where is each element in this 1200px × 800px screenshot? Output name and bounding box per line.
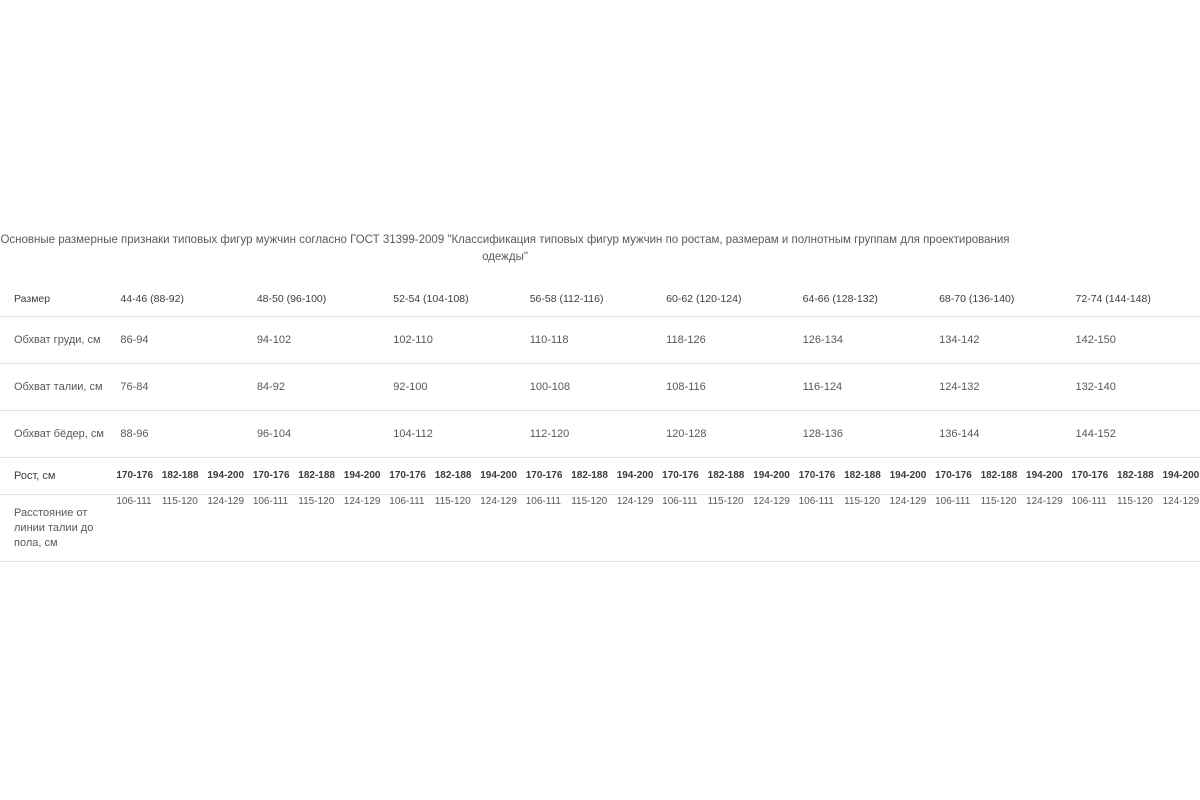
distance-group-cell	[518, 495, 654, 562]
size-table-container	[0, 282, 1200, 562]
table-caption: Основные размерные признаки типовых фигур мужчин согласно ГОСТ 31399-2009 "Классификация типовых фигур мужчин по ростам, размерам и полнотным группам для проектирования одежды"	[0, 234, 1010, 263]
distance-group-cell	[791, 495, 927, 562]
measurement-value: 128-136	[791, 411, 927, 458]
distance-value: 115-120	[298, 496, 335, 507]
height-group: 182-188	[571, 470, 608, 481]
measurement-value: 92-100	[381, 364, 517, 411]
size-group-5: 64-66 (128-132)	[791, 282, 927, 317]
height-group: 170-176	[525, 470, 563, 481]
distance-value: 124-129	[889, 496, 927, 507]
table-row	[0, 364, 1200, 411]
distance-value: 124-129	[616, 496, 654, 507]
distance-value: 106-111	[798, 496, 834, 507]
distance-group-cell	[108, 495, 244, 562]
height-group: 170-176	[252, 470, 290, 481]
height-group-cell	[108, 458, 244, 495]
height-group: 170-176	[798, 470, 836, 481]
height-group: 182-188	[844, 470, 881, 481]
distance-value: 124-129	[207, 496, 245, 507]
distance-value: 115-120	[161, 496, 198, 507]
size-group-1: 48-50 (96-100)	[245, 282, 381, 317]
measurement-label: Обхват талии, см	[0, 364, 108, 411]
height-group: 182-188	[434, 470, 472, 481]
height-group-cell	[927, 458, 1063, 495]
height-group: 182-188	[1117, 470, 1154, 481]
height-group-cell	[1064, 458, 1200, 495]
height-group: 182-188	[298, 470, 335, 481]
measurement-value: 112-120	[518, 411, 654, 458]
distance-value: 106-111	[662, 496, 698, 507]
table-row	[0, 411, 1200, 458]
height-group: 194-200	[343, 470, 381, 481]
measurement-label: Обхват бёдер, см	[0, 411, 108, 458]
height-group-cell	[518, 458, 654, 495]
distance-group-cell	[1064, 495, 1200, 562]
distance-value: 106-111	[389, 496, 425, 507]
measurement-value: 142-150	[1064, 317, 1200, 364]
distance-value: 124-129	[753, 496, 790, 507]
measurement-value: 96-104	[245, 411, 381, 458]
measurement-value: 76-84	[108, 364, 244, 411]
height-group: 182-188	[707, 470, 745, 481]
distance-value: 124-129	[1162, 496, 1200, 507]
measurement-value: 118-126	[654, 317, 790, 364]
height-header-label: Рост, см	[0, 458, 108, 495]
measurement-value: 136-144	[927, 411, 1063, 458]
height-group: 194-200	[480, 470, 517, 481]
measurement-value: 102-110	[381, 317, 517, 364]
height-group: 194-200	[889, 470, 927, 481]
height-group: 182-188	[980, 470, 1018, 481]
measurement-value: 126-134	[791, 317, 927, 364]
height-group: 194-200	[1026, 470, 1063, 481]
measurement-value: 120-128	[654, 411, 790, 458]
size-group-6: 68-70 (136-140)	[927, 282, 1063, 317]
distance-value: 106-111	[935, 496, 971, 507]
measurement-value: 108-116	[654, 364, 790, 411]
distance-group-cell	[654, 495, 790, 562]
measurement-value: 104-112	[381, 411, 517, 458]
height-group: 194-200	[753, 470, 790, 481]
measurement-value: 132-140	[1064, 364, 1200, 411]
height-group: 170-176	[1071, 470, 1109, 481]
distance-value: 115-120	[434, 496, 471, 507]
measurement-value: 100-108	[518, 364, 654, 411]
distance-value: 115-120	[1117, 496, 1153, 507]
measurement-value: 116-124	[791, 364, 927, 411]
measurement-value: 124-132	[927, 364, 1063, 411]
distance-group-cell	[381, 495, 517, 562]
table-row-height-header	[0, 458, 1200, 495]
height-group: 170-176	[389, 470, 426, 481]
height-group: 194-200	[207, 470, 245, 481]
height-group: 194-200	[616, 470, 654, 481]
size-header-label: Размер	[0, 282, 108, 317]
measurement-value: 144-152	[1064, 411, 1200, 458]
measurement-value: 134-142	[927, 317, 1063, 364]
distance-value: 115-120	[844, 496, 881, 507]
table-row	[0, 317, 1200, 364]
height-group: 182-188	[161, 470, 199, 481]
height-group-cell	[791, 458, 927, 495]
distance-value: 106-111	[525, 496, 561, 507]
measurement-value: 86-94	[108, 317, 244, 364]
height-group: 170-176	[116, 470, 154, 481]
distance-value: 106-111	[252, 496, 289, 507]
measurement-value: 88-96	[108, 411, 244, 458]
size-group-2: 52-54 (104-108)	[381, 282, 517, 317]
size-table	[0, 282, 1200, 562]
size-group-3: 56-58 (112-116)	[518, 282, 654, 317]
distance-value: 106-111	[1071, 496, 1107, 507]
distance-value: 124-129	[1026, 496, 1063, 507]
distance-value: 115-120	[707, 496, 744, 507]
measurement-label: Обхват груди, см	[0, 317, 108, 364]
height-group-cell	[381, 458, 517, 495]
distance-group-cell	[927, 495, 1063, 562]
height-group: 170-176	[662, 470, 699, 481]
measurement-value: 110-118	[518, 317, 654, 364]
height-group-cell	[654, 458, 790, 495]
distance-value: 124-129	[480, 496, 517, 507]
distance-label: Расстояние от линии талии до пола, см	[0, 495, 108, 562]
distance-value: 115-120	[571, 496, 608, 507]
size-group-0: 44-46 (88-92)	[108, 282, 244, 317]
size-group-4: 60-62 (120-124)	[654, 282, 790, 317]
measurement-value: 84-92	[245, 364, 381, 411]
distance-value: 124-129	[343, 496, 381, 507]
measurement-value: 94-102	[245, 317, 381, 364]
distance-value: 106-111	[116, 496, 152, 507]
height-group-cell	[245, 458, 381, 495]
distance-value: 115-120	[980, 496, 1017, 507]
table-row-distance	[0, 495, 1200, 562]
size-group-7: 72-74 (144-148)	[1064, 282, 1200, 317]
distance-group-cell	[245, 495, 381, 562]
height-group: 170-176	[935, 470, 972, 481]
table-row-size-header	[0, 282, 1200, 317]
height-group: 194-200	[1162, 470, 1200, 481]
